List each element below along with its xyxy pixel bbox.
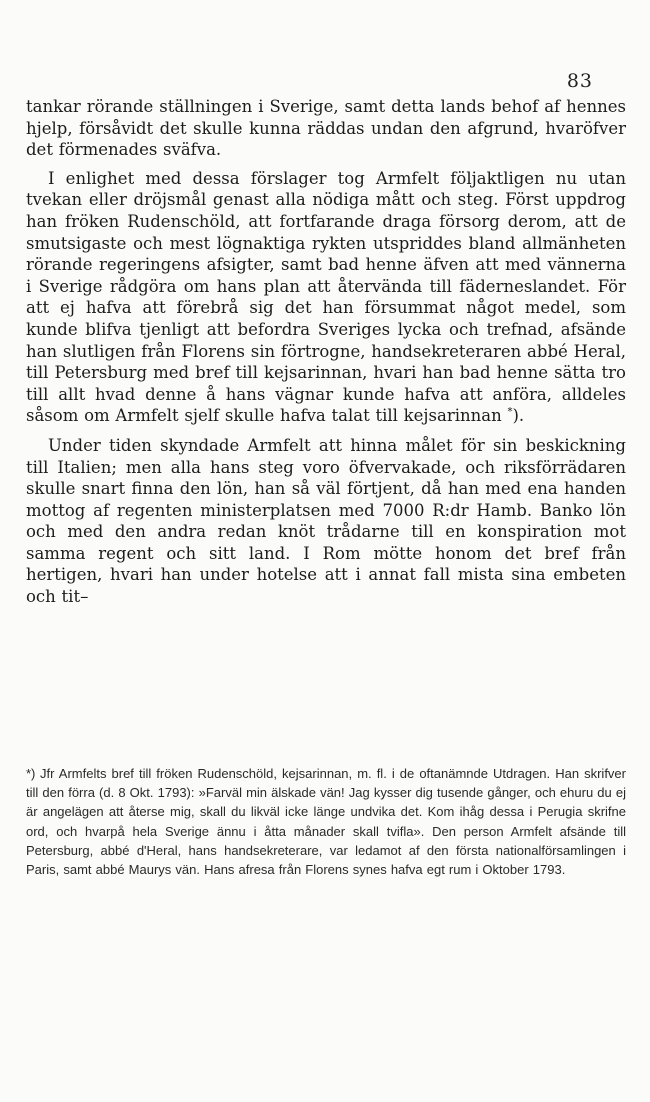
footnote-text: Jfr Armfelts bref till fröken Rudenschöld, kejsarinnan, m. fl. i de oftanämnde Utdragen. Han skrifver till den förra (d. 8 Okt. 1793): »Farväl min älskade vän! Jag kysser dig tusende gånger, och ehuru du ej är angelägen att återse mig, skall du likväl icke länge undvika det. Kom ihåg dessa i Perugia skrifne ord, och hvarpå hela Sverige ännu i åtta månader skall tvifla». Den person Armfelt afsände till Petersburg, abbé d'Heral, hans handsekreterare, var ledamot af den första nationalförsamlingen i Paris, samt abbé Maurys vän. Hans afresa från Florens synes hafva egt rum i Oktober 1793. [26, 766, 626, 878]
paragraph-continuation: tankar rörande ställningen i Sverige, samt detta lands behof af hennes hjelp, försåvidt det skulle kunna räddas undan den afgrund, hvaröfver det förmenades sväfva. [26, 97, 626, 160]
footnote-reference: * [507, 406, 513, 418]
paragraph-mission-italy: Under tiden skyndade Armfelt att hinna målet för sin beskickning till Italien; men alla hans steg voro öfvervakade, och riksförrädaren skulle snart finna den lön, han så väl förtjent, då han med ena handen mottog af regenten ministerplatsen med 7000 R:dr Hamb. Banko lön och med den andra redan knöt trådarne till en konspiration mot samma regent och sitt land. I Rom mötte honom det bref från hertigen, hvari han under hotelse att i annat fall mista sina embeten och tit– [26, 435, 626, 607]
body-text [26, 96, 626, 608]
footnote [26, 764, 626, 879]
page-number: 83 [566, 70, 593, 92]
paragraph-armfelt-plan [26, 168, 626, 427]
paragraph-armfelt-plan-end: ). [512, 406, 525, 426]
paragraph-armfelt-plan-text: I enlighet med dessa förslager tog Armfelt följaktligen nu utan tvekan eller dröjsmål genast alla nödiga mått och steg. Först uppdrog han fröken Rudenschöld, att fortfarande draga försorg derom, att de smutsigaste och mest lögnaktiga rykten utspriddes bland allmänheten rörande regeringens afsigter, samt bad henne äfven att med vännerna i Sverige rådgöra om hans plan att återvända till fäderneslandet. För att ej hafva att förebrå sig det han försummat något medel, som kunde blifva tjenligt att befordra Sveriges lycka och trefnad, afsände han slutligen från Florens sin förtrogne, handsekreteraren abbé Heral, till Petersburg med bref till kejsarinnan, hvari han bad henne sätta tro till allt hvad denne å hans vägnar kunde hafva att anföra, alldeles såsom om Armfelt sjelf skulle hafva talat till kejsarinnan [26, 168, 626, 426]
footnote-marker: *) [26, 766, 36, 781]
